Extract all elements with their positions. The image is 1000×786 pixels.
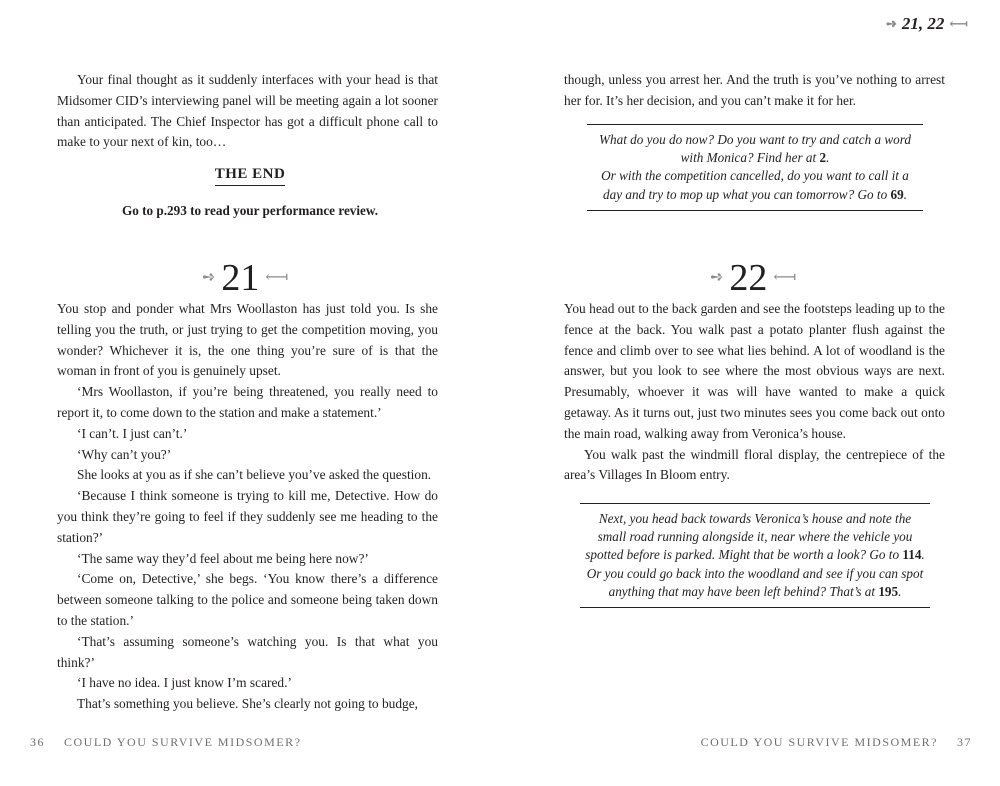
ornament-right-icon: ⟻ <box>773 269 797 286</box>
right-footer <box>701 735 972 750</box>
ornament-right-icon: ⟻ <box>949 16 968 31</box>
paragraph: ‘Because I think someone is trying to kill me, Detective. How do you think they’re going to feel if they suddenly see me heading to the station?’ <box>57 488 438 545</box>
performance-review-link: Go to p.293 to read your performance review. <box>121 203 378 218</box>
paragraph: ‘Come on, Detective,’ she begs. ‘You know there’s a difference between someone talking to the police and someone being taken down to the station.’ <box>57 571 438 628</box>
left-footer <box>30 735 301 750</box>
choice-option: Or you could go back into the woodland and see if you can spot anything that may have been left behind? That’s at 195. <box>586 565 924 599</box>
choice-option: Next, you head back towards Veronica’s house and note the small road running alongside it, near where the vehicle you spotted before is parked. Might that be worth a look? Go to 114. <box>585 511 925 563</box>
paragraph: ‘I can’t. I just can’t.’ <box>77 425 188 441</box>
choice-reference: 114 <box>902 547 922 563</box>
continuation-passage <box>564 70 945 112</box>
paragraph: You stop and ponder what Mrs Woollaston has just told you. Is she telling you the truth, or just trying to get the competition moving, you wonder? Whichever it is, the one thing you’re sure of is that the woman in front of you is genuinely upset. <box>57 301 438 379</box>
ornament-left-icon: ➺ <box>710 269 724 286</box>
ornament-left-icon: ➺ <box>885 16 897 31</box>
paragraph: ‘The same way they’d feel about me being here now?’ <box>77 550 369 566</box>
paragraph: ‘I have no idea. I just know I’m scared.’ <box>77 675 292 691</box>
choice-reference: 195 <box>878 583 899 599</box>
chapter-heading-22 <box>710 258 796 298</box>
the-end-heading: THE END <box>0 166 500 186</box>
choice-box-22 <box>580 503 930 608</box>
running-title: COULD YOU SURVIVE MIDSOMER? <box>700 735 938 749</box>
paragraph: ‘Mrs Woollaston, if you’re being threatened, you really need to report it, to come down to the station and make a statement.’ <box>57 384 438 420</box>
entry-range: 21, 22 <box>901 14 945 33</box>
page-number: 36 <box>30 735 45 749</box>
choice-option: Or with the competition cancelled, do you want to call it a day and try to mop up what you can tomorrow? Go to 69. <box>601 168 909 202</box>
ornament-left-icon: ➺ <box>202 269 216 286</box>
entries-header <box>886 14 968 34</box>
chapter-21-body <box>57 299 438 715</box>
intro-passage <box>57 70 438 153</box>
paragraph: You head out to the back garden and see the footsteps leading up to the fence at the back. You walk past a potato planter flush against the fence and climb over to see what lies behind. A lot of woodland is the answer, but you look to see where the most obvious ways are next. Presumably, whoever it was will have wanted to make a quick getaway. As it turns out, just two minutes sees you come back out onto the main road, walking away from Veronica’s house. <box>564 301 945 441</box>
paragraph: She looks at you as if she can’t believe you’ve asked the question. <box>77 467 432 483</box>
paragraph: ‘Why can’t you?’ <box>77 446 172 462</box>
chapter-heading-21 <box>202 258 288 298</box>
choice-box-21 <box>587 124 923 211</box>
chapter-number: 21 <box>221 257 260 299</box>
ornament-right-icon: ⟻ <box>265 269 289 286</box>
running-title: COULD YOU SURVIVE MIDSOMER? <box>64 735 302 749</box>
paragraph: You walk past the windmill floral display, the centrepiece of the area’s Villages In Bloom entry. <box>564 446 945 483</box>
choice-option: What do you do now? Do you want to try and catch a word with Monica? Find her at 2. <box>599 132 911 166</box>
intro-paragraph: Your final thought as it suddenly interfaces with your head is that Midsomer CID’s interviewing panel will be meeting again a lot sooner than anticipated. The Chief Inspector has got a difficult phone call to make to your next of kin, too… <box>57 72 438 150</box>
paragraph: ‘That’s assuming someone’s watching you. Is that what you think?’ <box>57 633 438 670</box>
right-page <box>500 0 1000 786</box>
chapter-number: 22 <box>729 257 768 299</box>
paragraph: That’s something you believe. She’s clearly not going to budge, <box>77 696 419 712</box>
continuation-paragraph: though, unless you arrest her. And the truth is you’ve nothing to arrest her for. It’s her decision, and you can’t make it for her. <box>564 72 945 108</box>
chapter-22-body <box>564 299 945 486</box>
choice-reference: 69 <box>890 186 904 202</box>
page-number: 37 <box>957 735 972 749</box>
choice-reference: 2 <box>819 150 827 166</box>
